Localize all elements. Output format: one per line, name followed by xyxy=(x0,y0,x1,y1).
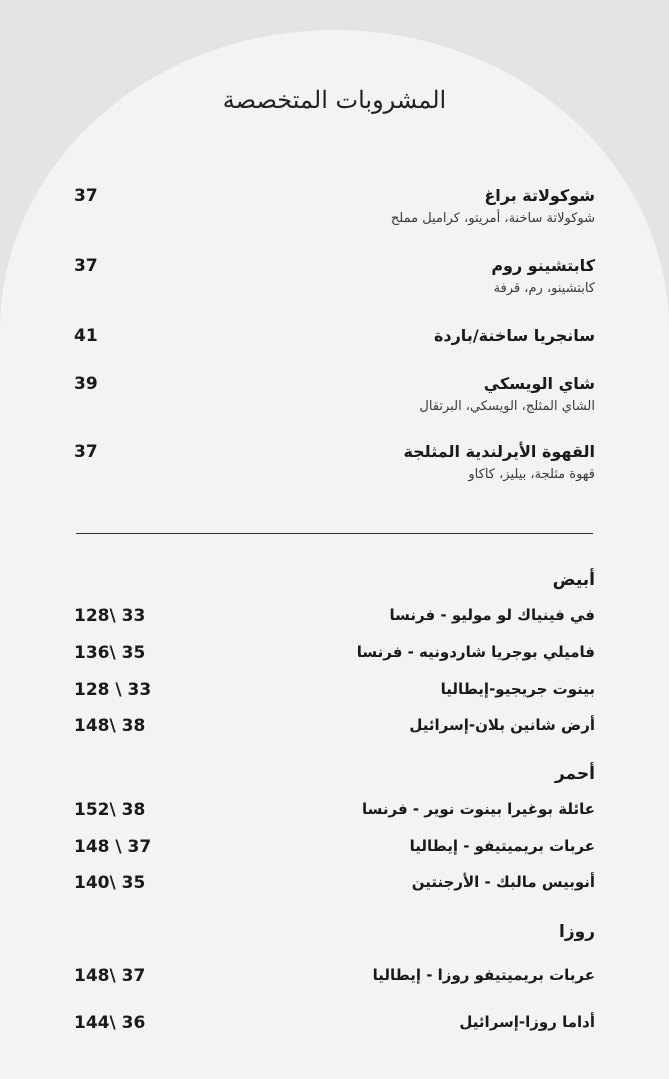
drink-item xyxy=(74,186,595,226)
wine-item xyxy=(74,966,595,990)
wine-item xyxy=(74,606,595,630)
drink-name: شاي الويسكي xyxy=(483,374,595,393)
wine-item xyxy=(74,716,595,740)
page-title: المشروبات المتخصصة xyxy=(222,86,447,114)
drink-description: شوكولاتة ساخنة، أمريتو، كراميل مملح xyxy=(390,211,595,226)
drink-price: 39 xyxy=(74,374,98,394)
wine-price: 148 \ 37 xyxy=(74,837,152,857)
wine-item xyxy=(74,800,595,824)
wine-item xyxy=(74,1013,595,1037)
wine-item xyxy=(74,837,595,861)
drink-price: 37 xyxy=(74,256,98,276)
wine-section-title: روزا xyxy=(559,922,595,942)
wine-price: 144\ 36 xyxy=(74,1013,146,1033)
wine-name: فاميلي بوجريا شاردونيه - فرنسا xyxy=(356,643,595,661)
wine-price: 148\ 37 xyxy=(74,966,146,986)
wine-price: 140\ 35 xyxy=(74,873,146,893)
drink-description: قهوة مثلجة، بيليز، كاكاو xyxy=(468,467,595,482)
wine-price: 128\ 33 xyxy=(74,606,146,626)
wine-item xyxy=(74,680,595,704)
wine-section-title: أحمر xyxy=(554,764,595,784)
drink-item xyxy=(74,256,595,296)
drink-name: القهوة الأيرلندية المثلجة xyxy=(403,442,595,461)
drink-price: 37 xyxy=(74,186,98,206)
wine-name: أرض شانين بلان-إسرائيل xyxy=(409,716,595,734)
drink-item xyxy=(74,442,595,482)
wine-name: عربات بريميتيفو روزا - إيطاليا xyxy=(372,966,595,984)
wine-price: 148\ 38 xyxy=(74,716,146,736)
wine-name: أنوبيس مالبك - الأرجنتين xyxy=(411,873,595,891)
wine-name: عائلة بوغيرا بينوت نوير - فرنسا xyxy=(362,800,595,818)
wine-name: عربات بريميتيفو - إيطاليا xyxy=(409,837,595,855)
drink-description: كابتشينو، رم، قرفة xyxy=(493,281,595,296)
wine-price: 128 \ 33 xyxy=(74,680,152,700)
wine-item xyxy=(74,873,595,897)
wine-price: 152\ 38 xyxy=(74,800,146,820)
drink-item xyxy=(74,326,595,345)
wine-name: في فينياك لو موليو - فرنسا xyxy=(389,606,595,624)
wine-price: 136\ 35 xyxy=(74,643,146,663)
drink-name: سانجريا ساخنة/باردة xyxy=(433,326,595,345)
drink-item xyxy=(74,374,595,414)
wine-name: أداما روزا-إسرائيل xyxy=(459,1013,595,1031)
drink-name: شوكولاتة براغ xyxy=(484,186,595,205)
drink-description: الشاي المثلج، الويسكي، البرتقال xyxy=(419,399,595,414)
drink-name: كابتشينو روم xyxy=(491,256,595,275)
wine-section-title: أبيض xyxy=(552,570,595,590)
drink-price: 37 xyxy=(74,442,98,462)
drink-price: 41 xyxy=(74,326,98,346)
section-divider xyxy=(76,533,593,534)
wine-name: بينوت جريجيو-إيطاليا xyxy=(440,680,595,698)
wine-item xyxy=(74,643,595,667)
